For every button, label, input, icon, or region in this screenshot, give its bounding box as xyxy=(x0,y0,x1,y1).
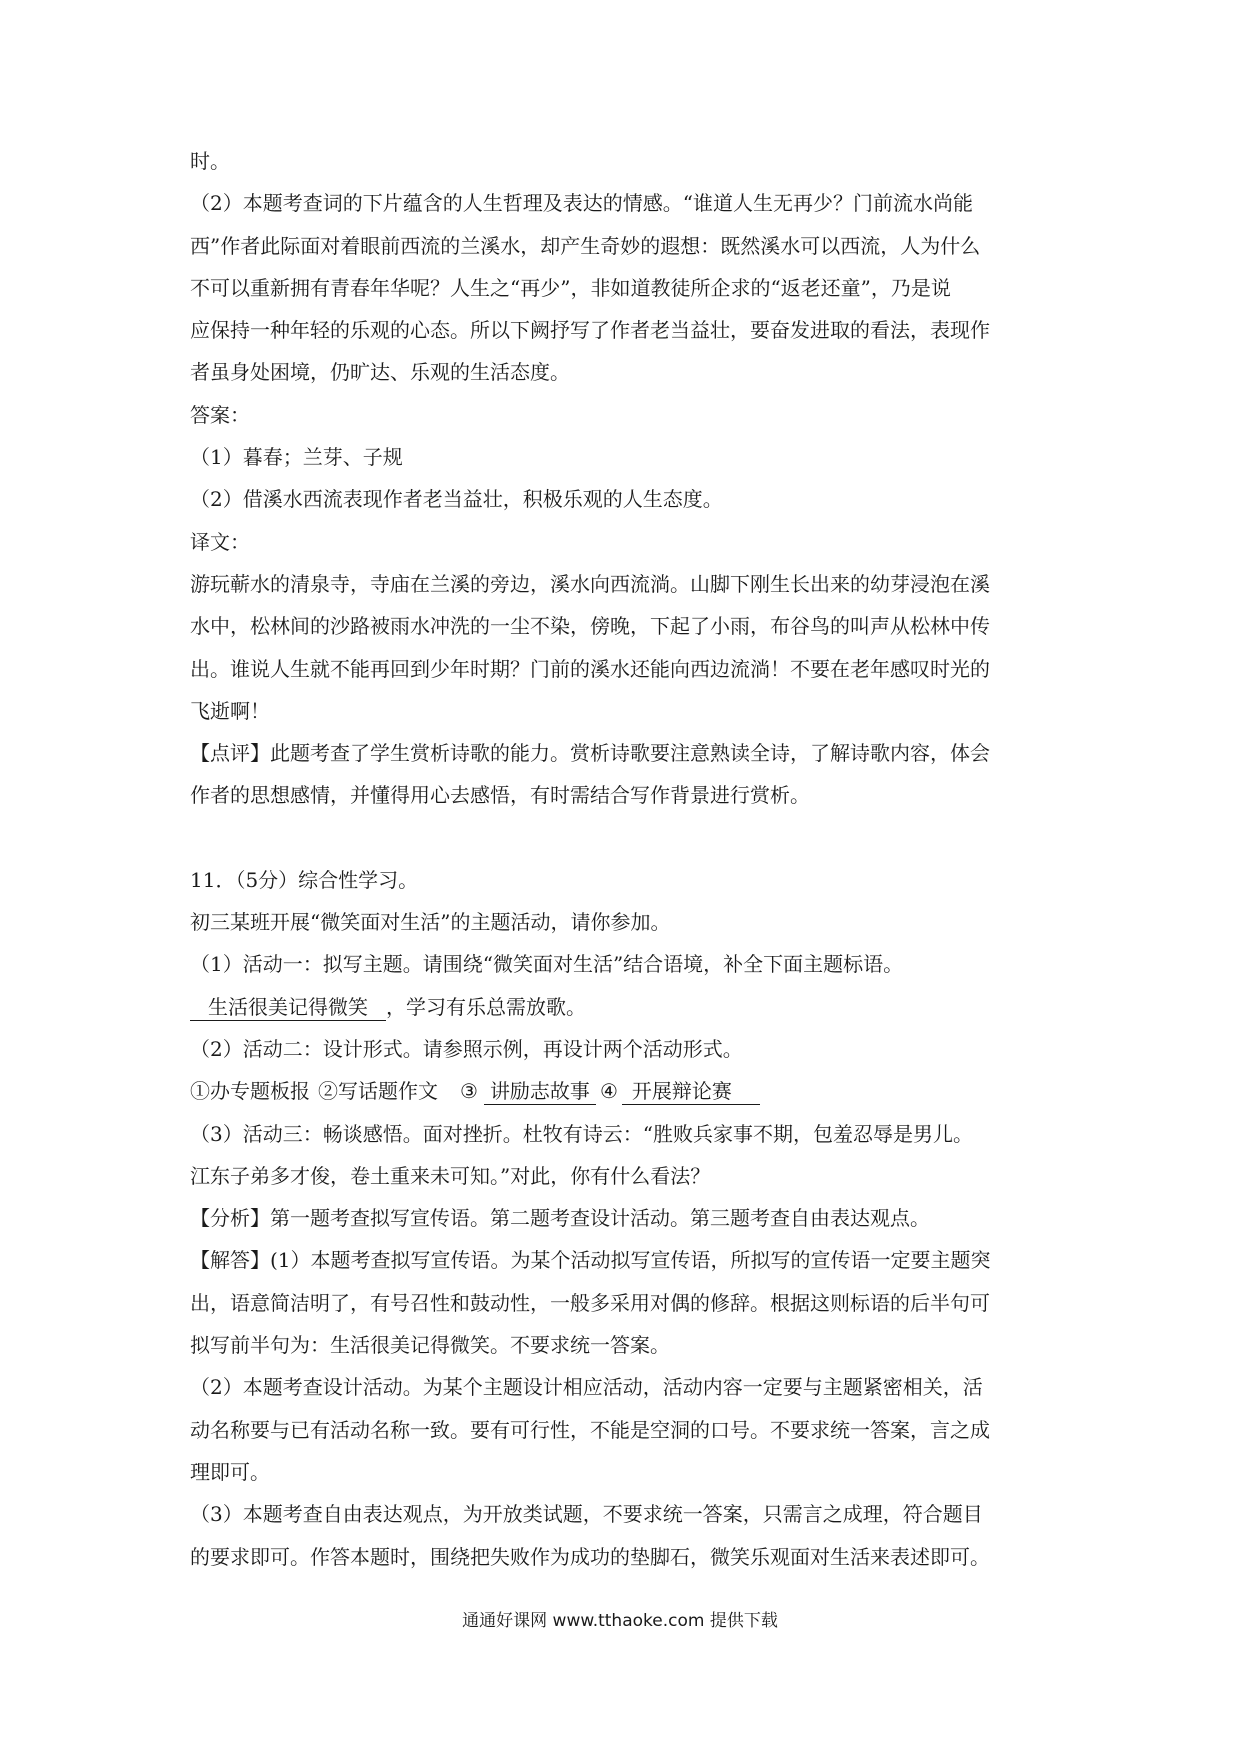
text-line: 游玩蕲水的清泉寺，寺庙在兰溪的旁边，溪水向西流淌。山脚下刚生长出来的幼芽浸泡在溪 xyxy=(190,571,990,596)
answer-heading: 答案： xyxy=(190,402,250,427)
text-line: 动名称要与已有活动名称一致。要有可行性，不能是空洞的口号。不要求统一答案，言之成 xyxy=(190,1417,990,1442)
activity-form-2: ②写话题作文 xyxy=(318,1079,438,1104)
translation-heading: 译文： xyxy=(190,529,250,554)
text-line: 不可以重新拥有青春年华呢？人生之“再少”，非如道教徒所企求的“返老还童”，乃是说 xyxy=(190,275,951,300)
text-line: 西”作者此际面对着眼前西流的兰溪水，却产生奇妙的遐想：既然溪水可以西流，人为什么 xyxy=(190,233,981,258)
page-content xyxy=(190,140,1065,1578)
text-line: （2）本题考查词的下片蕴含的人生哲理及表达的情感。“谁道人生无再少？门前流水尚能 xyxy=(190,191,973,216)
section-gap xyxy=(190,817,1065,859)
activity-form-1: ①办专题板报 xyxy=(190,1079,310,1104)
slogan-line xyxy=(190,986,1065,1028)
solution-line: 【解答】(1）本题考查拟写宣传语。为某个活动拟写宣传语，所拟写的宣传语一定要主题突 xyxy=(190,1248,991,1273)
activity-form-3-label: ③ xyxy=(460,1079,478,1104)
filled-blank: 生活很美记得微笑 xyxy=(190,994,386,1021)
text-line: 初三某班开展“微笑面对生活”的主题活动，请你参加。 xyxy=(190,910,671,935)
text-line: 理即可。 xyxy=(190,1459,270,1484)
text-line: （2）活动二：设计形式。请参照示例，再设计两个活动形式。 xyxy=(190,1036,743,1061)
comment-line: 【点评】此题考查了学生赏析诗歌的能力。赏析诗歌要注意熟读全诗，了解诗歌内容，体会 xyxy=(190,741,990,766)
activity-form-4-label: ④ xyxy=(599,1079,618,1104)
activity-forms-line xyxy=(190,1070,1065,1112)
slogan-rest: ，学习有乐总需放歌。 xyxy=(386,994,586,1019)
answer-line: （2）借溪水西流表现作者老当益壮，积极乐观的人生态度。 xyxy=(190,487,723,512)
comment-line: 作者的思想感情，并懂得用心去感悟，有时需结合写作背景进行赏析。 xyxy=(190,783,810,808)
analysis-line: 【分析】第一题考查拟写宣传语。第二题考查设计活动。第三题考查自由表达观点。 xyxy=(190,1206,930,1231)
text-line: （3）本题考查自由表达观点，为开放类试题，不要求统一答案，只需言之成理，符合题目 xyxy=(190,1502,983,1527)
text-line: 出。谁说人生就不能再回到少年时期？门前的溪水还能向西边流淌！不要在老年感叹时光的 xyxy=(190,656,990,681)
text-line: 时。 xyxy=(190,149,230,173)
text-line: （3）活动三：畅谈感悟。面对挫折。杜牧有诗云：“胜败兵家事不期，包羞忍辱是男儿。 xyxy=(190,1121,973,1146)
answer-line: （1）暮春；兰芽、子规 xyxy=(190,445,403,470)
filled-blank: 开展辩论赛 xyxy=(622,1078,760,1105)
text-line: 的要求即可。作答本题时，围绕把失败作为成功的垫脚石，微笑乐观面对生活来表述即可。 xyxy=(190,1544,990,1569)
text-line: 出，语意简洁明了，有号召性和鼓动性，一般多采用对偶的修辞。根据这则标语的后半句可 xyxy=(190,1290,990,1315)
text-line: 江东子弟多才俊，卷土重来未可知。”对此，你有什么看法？ xyxy=(190,1163,711,1188)
text-line: 应保持一种年轻的乐观的心态。所以下阙抒写了作者老当益壮，要奋发进取的看法，表现作 xyxy=(190,318,990,343)
text-line: （2）本题考查设计活动。为某个主题设计相应活动，活动内容一定要与主题紧密相关，活 xyxy=(190,1375,983,1400)
question-title: 11．（5分）综合性学习。 xyxy=(190,867,419,892)
text-line: 水中，松林间的沙路被雨水冲洗的一尘不染，傍晚，下起了小雨，布谷鸟的叫声从松林中传 xyxy=(190,614,990,639)
page-footer: 通通好课网 www.tthaoke.com 提供下载 xyxy=(462,1611,778,1631)
text-line: 拟写前半句为：生活很美记得微笑。不要求统一答案。 xyxy=(190,1333,670,1358)
text-line: 者虽身处困境，仍旷达、乐观的生活态度。 xyxy=(190,360,570,385)
text-line: （1）活动一：拟写主题。请围绕“微笑面对生活”结合语境，补全下面主题标语。 xyxy=(190,952,904,977)
filled-blank: 讲励志故事 xyxy=(484,1078,596,1105)
text-line: 飞逝啊！ xyxy=(190,698,270,723)
